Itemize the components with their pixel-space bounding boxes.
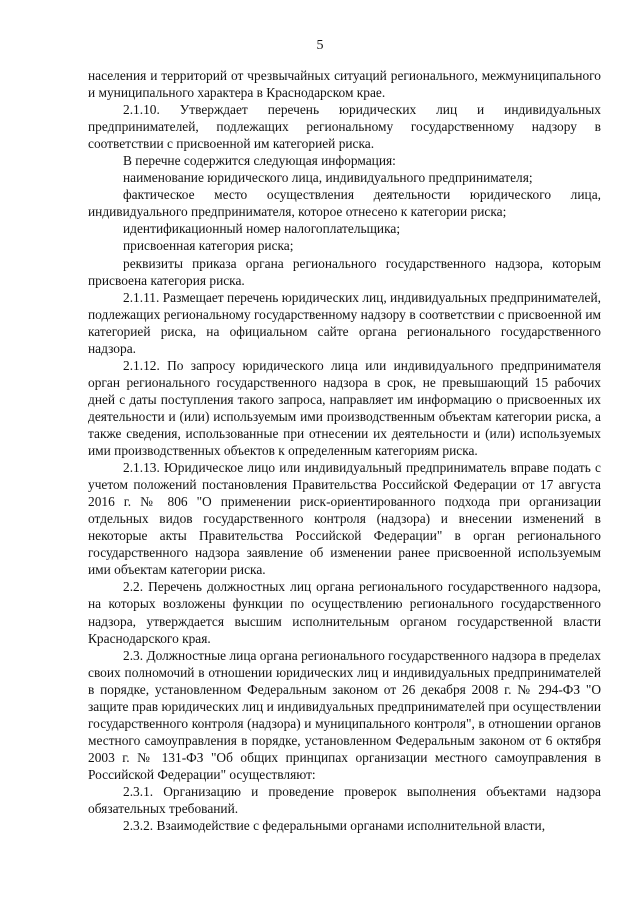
paragraph-2-1-11: 2.1.11. Размещает перечень юридических лиц, индивидуальных предпринимателей, подлежащих региональному государственному надзору в соответствии с присвоенной им категорией риска, на официальном сайте органа регионального государственного надзора. (88, 289, 601, 356)
paragraph-2-3-2: 2.3.2. Взаимодействие с федеральными органами исполнительной власти, (123, 818, 546, 834)
paragraph-continuation: населения и территорий от чрезвычайных ситуаций регионального, межмуниципального и муниципального характера в Краснодарском крае. (88, 68, 601, 101)
paragraph-2-1-12: 2.1.12. По запросу юридического лица или индивидуального предпринимателя орган регионального государственного надзора в срок, не превышающий 15 рабочих дней с даты поступления такого запроса, направляет им информацию о присвоенных их деятельности и (или) используемым ими производственным объектам категории риска, а также сведения, использованные при отнесении их деятельности и (или) используемых ими производственных объектов к определенным категориям риска. (88, 357, 601, 459)
list-item-inn: идентификационный номер налогоплательщика; (123, 221, 401, 237)
paragraph-list-intro: В перечне содержится следующая информация: (123, 153, 396, 169)
paragraph-2-1-13: 2.1.13. Юридическое лицо или индивидуальный предприниматель вправе подать с учетом положений постановления Правительства Российской Федерации от 17 августа 2016 г. № 806 "О применении риск-ориентированного подхода при организации отдельных видов государственного контроля (надзора) и внесении изменений в некоторые акты Правительства Российской Федерации" в орган регионального государственного надзора заявление об изменении ранее присвоенной используемым ими объектам категории риска. (88, 460, 601, 578)
list-item-order-details: реквизиты приказа органа регионального государственного надзора, которым присвоена категория риска. (88, 255, 601, 288)
paragraph-2-2: 2.2. Перечень должностных лиц органа регионального государственного надзора, на которых возложены функции по осуществлению регионального государственного надзора, утверждается высшим исполнительным органом государственной власти Краснодарского края. (88, 579, 601, 646)
paragraph-2-3: 2.3. Должностные лица органа регионального государственного надзора в пределах своих полномочий в отношении юридических лиц и индивидуальных предпринимателей в порядке, установленном Федеральным законом от 26 декабря 2008 г. № 294-ФЗ "О защите прав юридических лиц и индивидуальных предпринимателей при осуществлении государственного контроля (надзора) и муниципального контроля", в отношении органов местного самоуправления в порядке, установленном Федеральным законом от 6 октября 2003 г. № 131-ФЗ "Об общих принципах организации местного самоуправления в Российской Федерации" осуществляют: (88, 647, 601, 782)
paragraph-2-3-1: 2.3.1. Организацию и проведение проверок выполнения объектами надзора обязательных требований. (88, 783, 601, 817)
list-item-location: фактическое место осуществления деятельности юридического лица, индивидуального предпринимателя, которое отнесено к категории риска; (88, 187, 601, 220)
list-item-risk-category: присвоенная категория риска; (123, 238, 294, 254)
list-item-name: наименование юридического лица, индивидуального предпринимателя; (123, 170, 533, 186)
document-body (88, 67, 601, 834)
paragraph-2-1-10: 2.1.10. Утверждает перечень юридических лиц и индивидуальных предпринимателей, подлежащих региональному государственному надзору в соответствии с присвоенной им категорией риска. (88, 102, 601, 152)
page-number: 5 (316, 38, 324, 53)
